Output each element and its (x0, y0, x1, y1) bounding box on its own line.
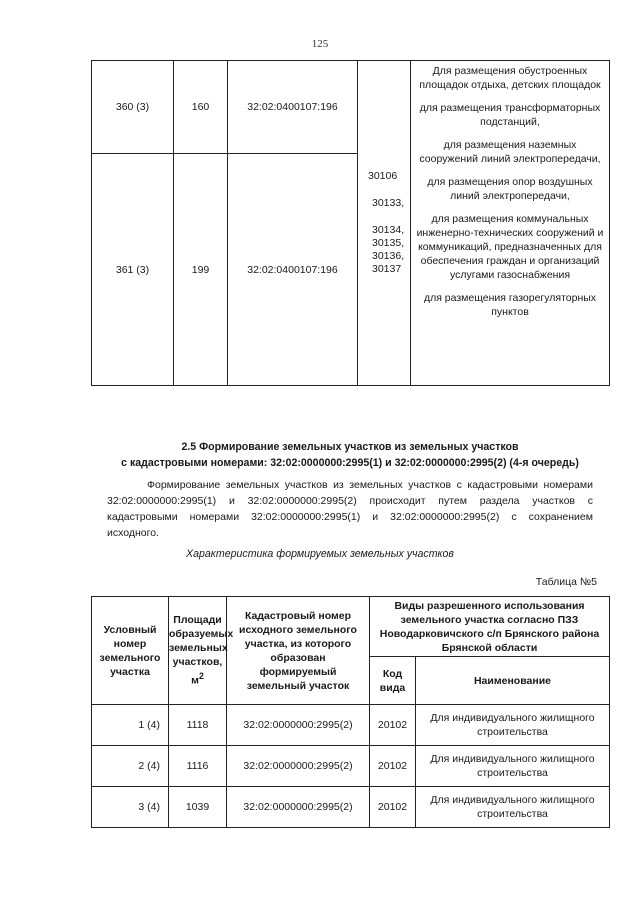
page-number: 125 (311, 38, 329, 50)
use-name: для размещения газорегуляторных пунктов (423, 292, 597, 318)
use-code-cell: 20102 (370, 787, 416, 828)
use-name: для размещения коммунальных инженерно-технических сооружений и коммуникаций, предназначенных для обеспечения граждан и организаций услугами газоснабжения (416, 213, 604, 281)
plot-area-cell: 1116 (169, 746, 227, 787)
header-area-unit-sup: 2 (198, 671, 204, 682)
plot-area-cell: 199 (174, 154, 228, 386)
plot-number-cell: 2 (4) (92, 746, 169, 787)
cadastral-number-cell: 32:02:0400107:196 (228, 61, 358, 154)
use-code: 30137 (372, 263, 402, 275)
use-code: 30106 (368, 170, 398, 182)
cadastral-number-cell: 32:02:0000000:2995(2) (227, 787, 370, 828)
use-name-cell: Для индивидуального жилищного строительства (416, 746, 610, 787)
section-heading (90, 439, 610, 471)
header-use-code: Код вида (370, 657, 416, 705)
use-codes-cell (358, 61, 411, 386)
use-code: 30134, (372, 224, 405, 236)
table-row (92, 61, 610, 154)
table-row (92, 746, 610, 787)
plot-number-cell: 360 (3) (92, 61, 174, 154)
formed-plots-table (91, 596, 610, 828)
cadastral-number-cell: 32:02:0400107:196 (228, 154, 358, 386)
section-paragraph: Формирование земельных участков из земельных участков с кадастровыми номерами 32:02:0000000:2995(1) и 32:02:0000000:2995(2) происходит путем раздела участков с кадастровыми номерами 32:02:0000000:2995(1) и 32:02:0000000:2995(2) с сохранением исходного. (107, 479, 593, 539)
cadastral-number-cell: 32:02:0000000:2995(2) (227, 705, 370, 746)
use-name: для размещения наземных сооружений линий электропередачи, (419, 139, 601, 165)
use-code: 30135, (372, 237, 405, 249)
use-name: Для размещения обустроенных площадок отдыха, детских площадок (419, 65, 601, 91)
use-names-cell (411, 61, 610, 386)
header-use-name: Наименование (416, 657, 610, 705)
use-name: для размещения трансформаторных подстанций, (419, 102, 601, 128)
use-name-cell: Для индивидуального жилищного строительства (416, 705, 610, 746)
table-row (92, 705, 610, 746)
use-code: 30136, (372, 250, 405, 262)
table-number: Таблица №5 (535, 576, 597, 588)
table-row (92, 787, 610, 828)
header-cadastral-number: Кадастровый номер исходного земельного участка, из которого образован формируемый земельный участок (227, 597, 370, 705)
use-name: для размещения опор воздушных линий электропередачи, (427, 176, 593, 202)
header-plot-area (169, 597, 234, 705)
header-plot-number: Условный номер земельного участка (92, 597, 169, 705)
plot-area-cell: 160 (174, 61, 228, 154)
cadastral-number-cell: 32:02:0000000:2995(2) (227, 746, 370, 787)
header-plot-area-text: Площади образуемых земельных участков, м (169, 614, 234, 687)
plot-area-cell: 1039 (169, 787, 227, 828)
header-permitted-uses: Виды разрешенного использования земельного участка согласно ПЗЗ Новодарковичского с/п Брянского района Брянской области (370, 597, 610, 657)
land-use-table-continued (91, 60, 610, 386)
use-code: 30133, (372, 197, 405, 209)
plot-number-cell: 361 (3) (92, 154, 174, 386)
use-code-cell: 20102 (370, 746, 416, 787)
section-heading-line: 2.5 Формирование земельных участков из земельных участков (181, 441, 519, 453)
plot-number-cell: 1 (4) (92, 705, 169, 746)
plot-number-cell: 3 (4) (92, 787, 169, 828)
plot-area-cell: 1118 (169, 705, 227, 746)
table-caption: Характеристика формируемых земельных участков (186, 548, 454, 560)
section-heading-line: с кадастровыми номерами: 32:02:0000000:2995(1) и 32:02:0000000:2995(2) (4-я очередь) (121, 457, 579, 469)
use-code-cell: 20102 (370, 705, 416, 746)
use-name-cell: Для индивидуального жилищного строительства (416, 787, 610, 828)
